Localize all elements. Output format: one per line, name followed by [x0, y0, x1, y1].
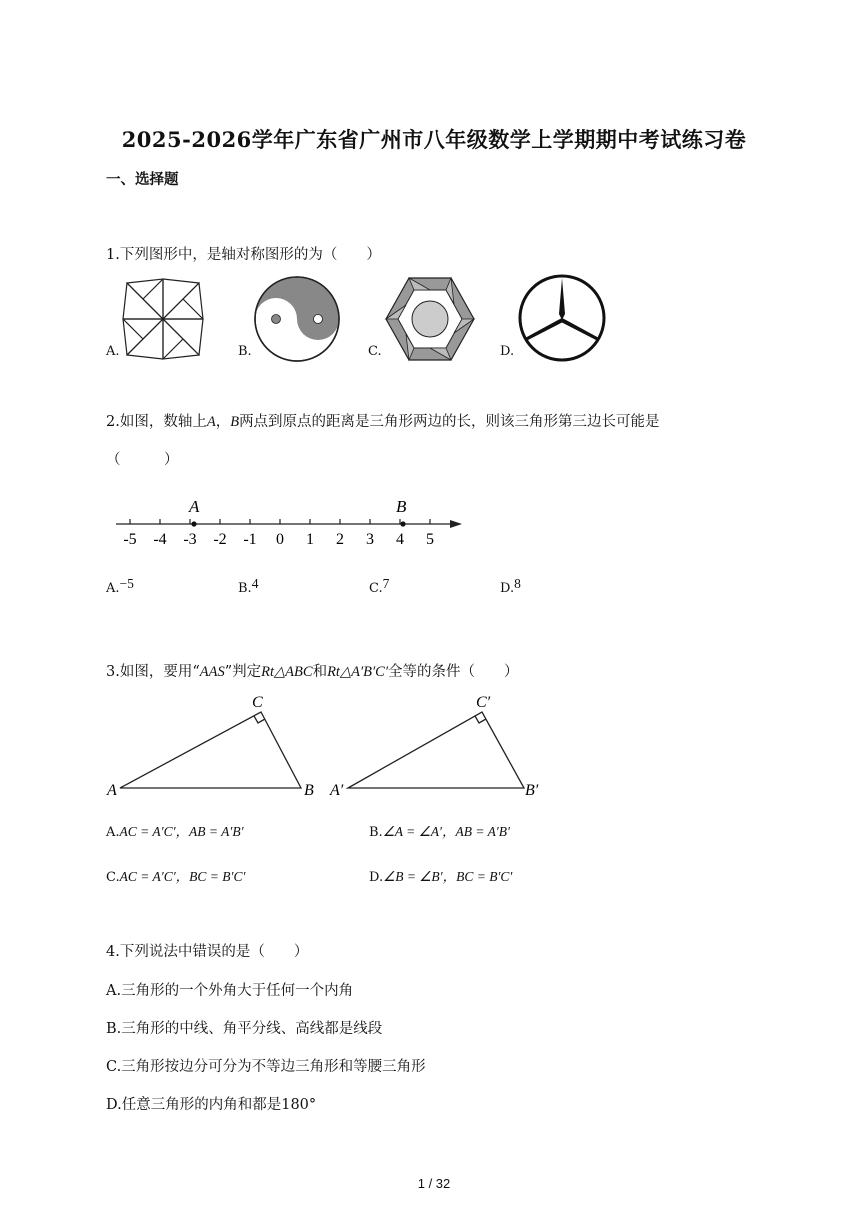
- q3-option-a-text: AC = A′C′，AB = A′B′: [119, 824, 244, 839]
- q3-option-b-letter: B.: [369, 825, 383, 840]
- axis-tick-label: 4: [396, 531, 404, 548]
- pinwheel-icon: [122, 278, 204, 360]
- label-c: C: [252, 694, 263, 711]
- axis-tick-label: -5: [123, 531, 137, 548]
- q2-option-c: [369, 576, 390, 596]
- q4-option-c: C.三角形按边分可分为不等边三角形和等腰三角形: [106, 1059, 426, 1075]
- q2-option-a: [106, 576, 134, 596]
- number-line-arrow: [450, 520, 462, 528]
- axis-tick-label: 1: [306, 531, 314, 548]
- q3-stem-pre: 3.如图，要用“: [106, 664, 200, 680]
- q2-stem: [106, 410, 660, 431]
- q1-stem: 1.下列图形中，是轴对称图形的为（ ）: [106, 247, 381, 263]
- q3-option-a: [106, 820, 244, 840]
- axis-tick-label: -2: [213, 531, 227, 548]
- triangle-abc: [120, 712, 301, 788]
- q3-option-c-letter: C.: [106, 870, 120, 885]
- q1-option-a-label: A.: [106, 344, 120, 359]
- q3-option-d-letter: D.: [369, 870, 384, 885]
- axis-tick-label: 3: [366, 531, 374, 548]
- axis-tick-label: -1: [243, 531, 257, 548]
- hexagon-icon: [384, 276, 476, 362]
- q3-option-d: [369, 865, 512, 885]
- q2-sep: ，: [215, 414, 231, 430]
- q3-option-b-text: ∠A = ∠A′，AB = A′B′: [382, 824, 510, 839]
- q3-option-b: [369, 820, 510, 840]
- q2-option-c-letter: C.: [369, 581, 383, 596]
- q2-stem-post: 两点到原点的距离是三角形两边的长，则该三角形第三边长可能是: [239, 414, 660, 430]
- q2-point-b: B: [230, 414, 240, 430]
- q3-option-c-text: AC = A′C′，BC = B′C′: [119, 869, 246, 884]
- q2-option-b: [238, 576, 259, 596]
- q3-triangles: [104, 690, 544, 806]
- q3-stem-mid2: 和: [312, 664, 328, 680]
- q3-rt2: Rt△A′B′C′: [327, 664, 389, 680]
- point-b-label: B: [396, 497, 407, 516]
- axis-tick-label: 2: [336, 531, 344, 548]
- q4-option-b: B.三角形的中线、角平分线、高线都是线段: [106, 1021, 383, 1037]
- number-line: [110, 494, 470, 554]
- tristar-circle-icon: [516, 274, 608, 362]
- q3-stem-post: 全等的条件（ ）: [388, 664, 519, 680]
- q1-option-c-label: C.: [368, 344, 382, 359]
- point-b-dot: [400, 521, 405, 526]
- q2-option-a-letter: A.: [106, 581, 120, 596]
- number-line-ticks: [123, 519, 434, 548]
- label-b: B: [304, 782, 314, 799]
- q3-option-c: [106, 865, 245, 885]
- q3-option-d-text: ∠B = ∠B′，BC = B′C′: [383, 869, 513, 884]
- q1-option-b-label: B.: [238, 344, 252, 359]
- triangle-abc-prime: [348, 712, 524, 788]
- q4-stem: 4.下列说法中错误的是（ ）: [106, 944, 309, 960]
- axis-tick-label: -3: [183, 531, 197, 548]
- label-c-prime: C′: [476, 694, 491, 711]
- q2-stem-pre: 2.如图，数轴上: [106, 414, 207, 430]
- q3-aas: AAS: [199, 664, 225, 680]
- point-a-label: A: [189, 497, 200, 516]
- axis-tick-label: -4: [153, 531, 167, 548]
- page-number: 1 / 32: [417, 1176, 451, 1191]
- q4-option-a: A.三角形的一个外角大于任何一个内角: [106, 983, 354, 999]
- q3-option-a-letter: A.: [106, 825, 120, 840]
- q3-stem-mid1: ”判定: [224, 664, 262, 680]
- label-a: A: [107, 782, 117, 799]
- q1-option-d-label: D.: [500, 344, 515, 359]
- q2-option-b-letter: B.: [238, 581, 252, 596]
- label-a-prime: A′: [330, 782, 344, 799]
- q2-option-a-value: −5: [119, 576, 134, 591]
- q2-option-d: [500, 576, 521, 596]
- q2-option-c-value: 7: [382, 576, 390, 591]
- q4-option-d: D.任意三角形的内角和都是180°: [106, 1097, 317, 1113]
- axis-tick-label: 5: [426, 531, 434, 548]
- label-b-prime: B′: [525, 782, 539, 799]
- section-title: 一、选择题: [106, 171, 179, 188]
- q2-stem-line2: （ ）: [106, 452, 179, 468]
- q2-option-d-value: 8: [514, 576, 521, 591]
- q2-point-a: A: [206, 414, 216, 430]
- axis-tick-label: 0: [276, 531, 284, 548]
- page-title: 2025-2026学年广东省广州市八年级数学上学期期中考试练习卷: [121, 127, 747, 152]
- q3-stem: [106, 660, 519, 681]
- point-a-dot: [191, 521, 196, 526]
- q2-option-d-letter: D.: [500, 581, 515, 596]
- yin-yang-icon: [253, 275, 341, 363]
- q3-rt1: Rt△ABC: [261, 664, 313, 680]
- q2-option-b-value: 4: [251, 576, 259, 591]
